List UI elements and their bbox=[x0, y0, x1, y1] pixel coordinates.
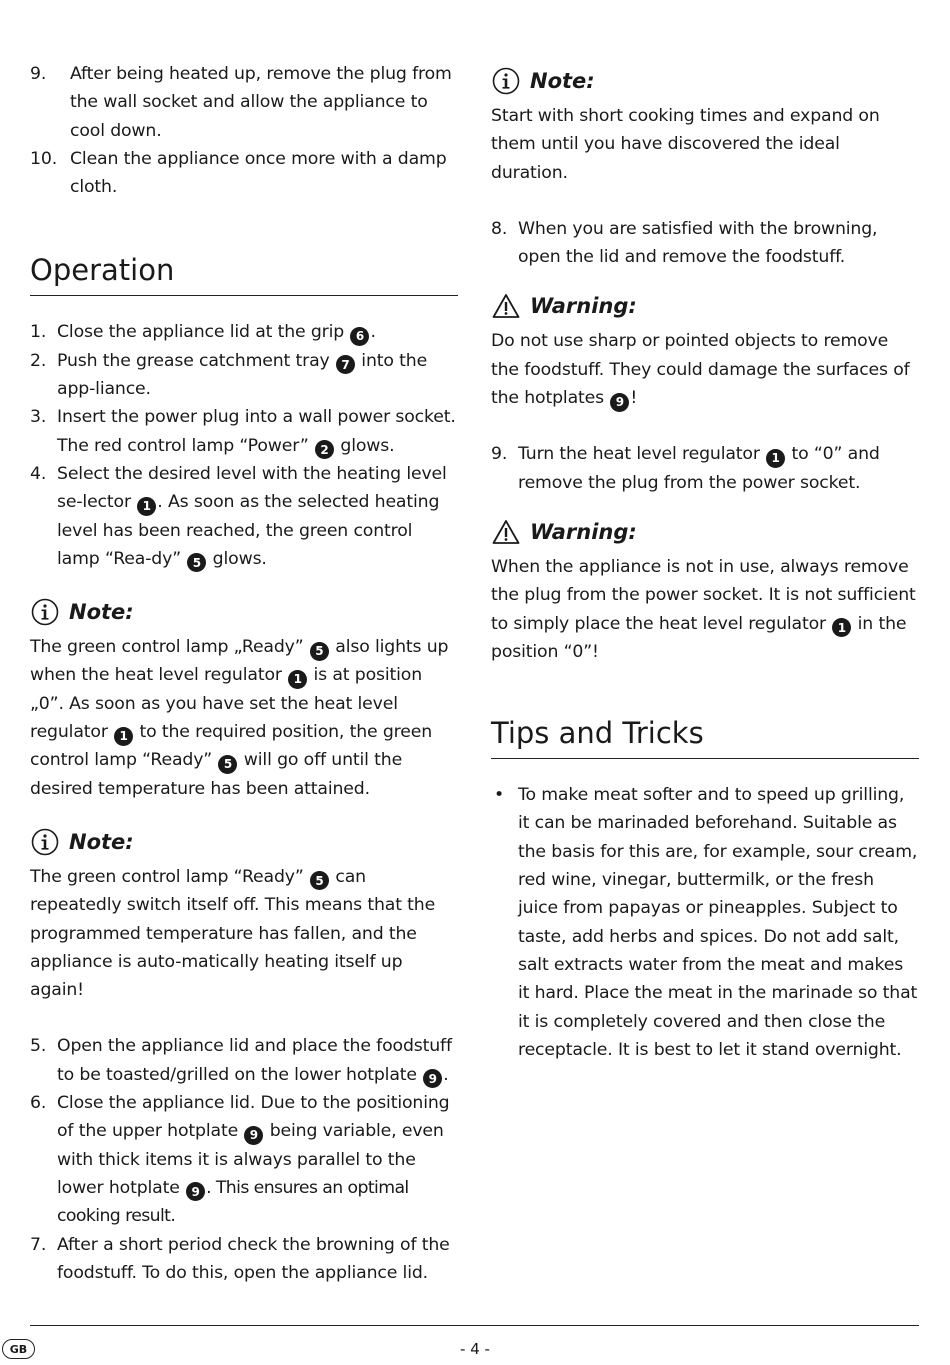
step-text: Push the grease catchment tray bbox=[57, 350, 335, 371]
warning-body bbox=[491, 553, 919, 666]
step-text: into the app-liance. bbox=[57, 350, 428, 400]
note-text: also lights up when the heat level regulator bbox=[30, 637, 449, 686]
tips-heading: Tips and Tricks bbox=[491, 714, 919, 759]
list-number: 2. bbox=[30, 350, 47, 371]
step-6 bbox=[30, 1089, 458, 1230]
warning-text: Do not use sharp or pointed objects to remove the foodstuff. They could damage the surfaces of the hotplates bbox=[491, 331, 910, 409]
part-ref-1: 1 bbox=[114, 727, 133, 746]
warning-body bbox=[491, 327, 919, 412]
list-number: 7. bbox=[30, 1234, 47, 1255]
bullet: • bbox=[494, 785, 505, 806]
list-number: 5. bbox=[30, 1036, 47, 1057]
part-ref-6: 6 bbox=[350, 327, 369, 346]
list-item bbox=[30, 60, 458, 145]
note-text: to the required position, the green control lamp “Ready” bbox=[30, 722, 433, 771]
right-column bbox=[491, 60, 919, 1064]
step-text: Select the desired level with the heating level se-lector bbox=[57, 463, 447, 513]
list-number: 4. bbox=[30, 463, 47, 484]
list-number: 1. bbox=[30, 322, 47, 343]
step-text: Turn the heat level regulator bbox=[518, 444, 766, 465]
step-text: Insert the power plug into a wall power socket. The red control lamp “Power” bbox=[57, 407, 456, 456]
part-ref-9: 9 bbox=[186, 1182, 205, 1201]
part-ref-5: 5 bbox=[310, 871, 329, 890]
note-body: Start with short cooking times and expand on them until you have discovered the ideal duration. bbox=[491, 106, 880, 183]
step-text: . bbox=[443, 1064, 449, 1085]
step-4 bbox=[30, 460, 458, 573]
part-ref-7: 7 bbox=[336, 355, 355, 374]
list-item bbox=[30, 145, 458, 202]
step-text: to “0” and remove the plug from the power socket. bbox=[518, 444, 880, 493]
step-1 bbox=[30, 318, 458, 346]
part-ref-1: 1 bbox=[832, 618, 851, 637]
warning-triangle-icon bbox=[491, 291, 521, 321]
part-ref-5: 5 bbox=[310, 642, 329, 661]
warning-text: ! bbox=[630, 388, 638, 409]
list-number: 6. bbox=[30, 1093, 47, 1114]
step-text: . This ensures an optimal cooking result. bbox=[57, 1177, 409, 1227]
info-circle-icon bbox=[491, 66, 521, 96]
tip-text: To make meat softer and to speed up grilling, it can be marinaded beforehand. Suitable as the basis for this are, for example, sour cream, red wine, vinegar, buttermilk, or the fresh juice from papayas or pineapples. Subject to taste, add herbs and spices. Do not add salt, salt extracts water from the meat and makes it hard. Place the meat in the marinade so that it is completely covered and then close the receptacle. It is best to let it stand overnight. bbox=[518, 785, 918, 1060]
note-body bbox=[30, 863, 458, 1004]
footer-divider bbox=[30, 1325, 919, 1326]
tip-item bbox=[491, 781, 919, 1064]
note-body bbox=[30, 633, 458, 803]
list-number: 9. bbox=[30, 64, 47, 84]
note-label: Note: bbox=[530, 69, 595, 93]
list-number: 3. bbox=[30, 407, 47, 428]
page-number: - 4 - bbox=[460, 1340, 490, 1358]
left-column bbox=[30, 60, 458, 1287]
step-5 bbox=[30, 1032, 458, 1089]
step-text: When you are satisfied with the browning, open the lid and remove the foodstuff. bbox=[518, 218, 878, 268]
note-text: is at position „0”. As soon as you have set the heat level regulator bbox=[30, 665, 423, 743]
info-circle-icon bbox=[30, 827, 60, 857]
warning-text: When the appliance is not in use, always remove the plug from the power socket. It is not sufficient to simply place the heat level regulator bbox=[491, 556, 916, 634]
step-text: After a short period check the browning of the foodstuff. To do this, open the appliance lid. bbox=[57, 1234, 450, 1283]
list-number: 9. bbox=[491, 444, 508, 465]
part-ref-1: 1 bbox=[766, 449, 785, 468]
note-text: can repeatedly switch itself off. This means that the programmed temperature has fallen, and the appliance is auto-matically heating itself up again! bbox=[30, 866, 436, 1001]
warning-label: Warning: bbox=[530, 519, 637, 544]
step-text: glows. bbox=[335, 435, 395, 456]
note-label: Note: bbox=[69, 600, 134, 625]
step-text: . bbox=[370, 322, 376, 343]
list-text: Clean the appliance once more with a damp cloth. bbox=[70, 148, 447, 198]
list-number: 8. bbox=[491, 218, 508, 239]
part-ref-1: 1 bbox=[137, 497, 156, 516]
step-9 bbox=[491, 440, 919, 497]
step-text: Open the appliance lid and place the foodstuff to be toasted/grilled on the lower hotplate bbox=[57, 1036, 452, 1085]
part-ref-9: 9 bbox=[244, 1126, 263, 1145]
part-ref-2: 2 bbox=[315, 440, 334, 459]
operation-heading: Operation bbox=[30, 251, 458, 296]
step-3 bbox=[30, 403, 458, 460]
note-text: The green control lamp „Ready” bbox=[30, 637, 309, 658]
note-text: The green control lamp “Ready” bbox=[30, 866, 309, 887]
info-circle-icon bbox=[30, 597, 60, 627]
part-ref-1: 1 bbox=[288, 670, 307, 689]
step-text: Close the appliance lid. Due to the positioning of the upper hotplate bbox=[57, 1093, 450, 1142]
step-text: . As soon as the selected heating level has been reached, the green control lamp “Rea-dy” bbox=[57, 492, 440, 569]
step-text: Close the appliance lid at the grip bbox=[57, 322, 350, 343]
language-badge: GB bbox=[2, 1339, 35, 1359]
note-header bbox=[491, 60, 919, 102]
warning-text: in the position “0”! bbox=[491, 613, 907, 662]
step-8 bbox=[491, 215, 919, 272]
step-text: glows. bbox=[207, 548, 267, 569]
part-ref-9: 9 bbox=[423, 1069, 442, 1088]
step-7 bbox=[30, 1231, 458, 1288]
part-ref-9: 9 bbox=[610, 393, 629, 412]
warning-header bbox=[491, 511, 919, 553]
part-ref-5: 5 bbox=[187, 553, 206, 572]
note-label: Note: bbox=[69, 829, 134, 854]
warning-label: Warning: bbox=[530, 294, 637, 319]
step-2 bbox=[30, 347, 458, 404]
note-text: will go off until the desired temperature has been attained. bbox=[30, 750, 403, 799]
warning-header bbox=[491, 285, 919, 327]
list-number: 10. bbox=[30, 148, 58, 169]
list-text: After being heated up, remove the plug from the wall socket and allow the appliance to cool down. bbox=[70, 64, 452, 141]
warning-triangle-icon bbox=[491, 517, 521, 547]
step-text: being variable, even with thick items it is always parallel to the lower hotplate bbox=[57, 1121, 444, 1198]
note-header bbox=[30, 591, 458, 633]
part-ref-5: 5 bbox=[218, 755, 237, 774]
note-header bbox=[30, 821, 458, 863]
